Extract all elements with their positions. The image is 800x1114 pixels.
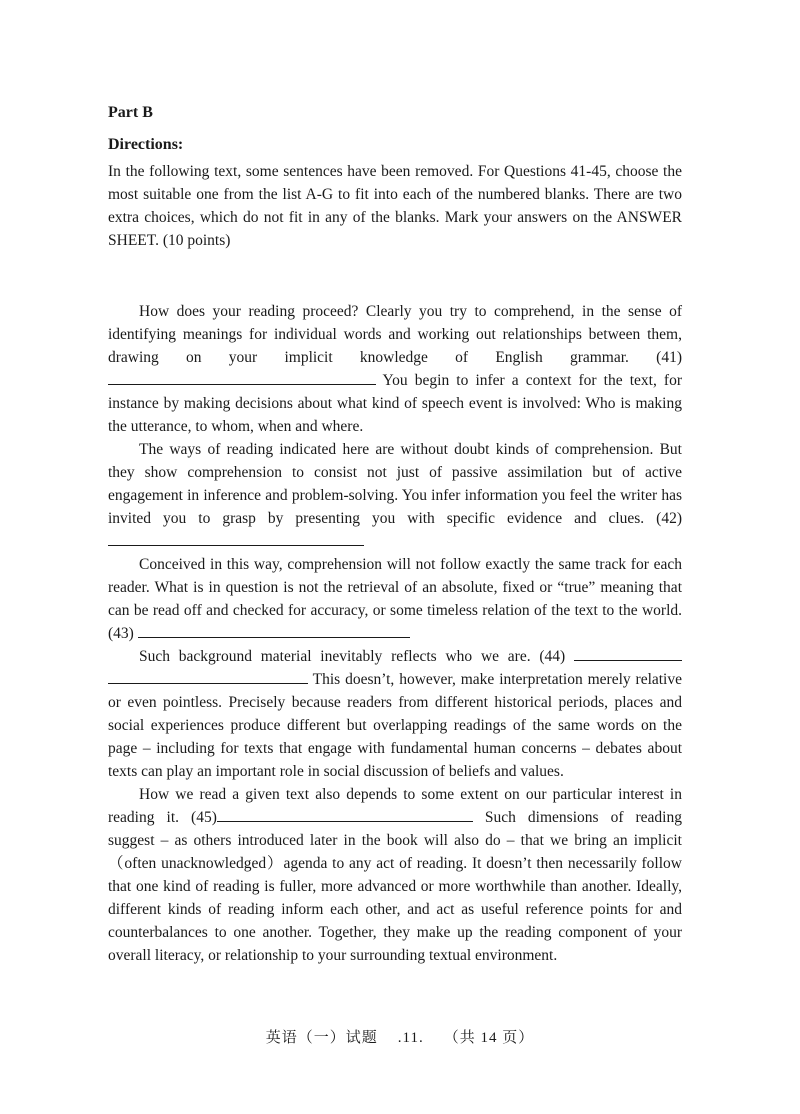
- footer-page-number: .11.: [397, 1030, 424, 1046]
- blank-45: [217, 807, 473, 822]
- blank-44: [574, 646, 682, 661]
- paragraph-5-text-a: How we read a given text also depends to some extent on our particular interest in reading it. (45): [108, 786, 682, 826]
- reading-passage: [108, 300, 682, 967]
- blank-44-continued: [108, 669, 308, 684]
- paragraph-5-text-b: Such dimensions of reading suggest – as others introduced later in the book will also do – that we bring an implicit（often unacknowledged）agenda to any act of reading. It doesn’t then necessarily follow that one kind of reading is fuller, more advanced or more worthwhile than another. Ideally, different kinds of reading inform each other, and act as useful reference points for and counterbalances to one another. Together, they make up the reading component of your overall literacy, or relationship to your surrounding textual environment.: [108, 809, 682, 964]
- paragraph-1-text-a: How does your reading proceed? Clearly you try to comprehend, in the sense of identifying meanings for individual words and working out relationships between them, drawing on your implicit knowledge of English grammar. (41): [108, 303, 682, 366]
- paragraph-4-text-b: This doesn’t, however, make interpretation merely relative or even pointless. Precisely because readers from different historical periods, places and social experiences produce different but overlapping readings of the same words on the page – including for texts that engage with fundamental human concerns – debates about texts can play an important role in social discussion of beliefs and values.: [108, 671, 682, 780]
- paragraph-2-text-a: The ways of reading indicated here are without doubt kinds of comprehension. But they show comprehension to consist not just of passive assimilation but of active engagement in inference and problem-solving. You infer information you feel the writer has invited you to grasp by presenting you with specific evidence and clues. (42): [108, 441, 682, 527]
- paragraph-3: [108, 553, 682, 645]
- part-title: Part B: [108, 104, 153, 121]
- footer-subject: 英语（一）试题: [265, 1030, 378, 1046]
- blank-41: [108, 370, 376, 385]
- page-content: [108, 102, 682, 967]
- blank-42: [108, 531, 364, 546]
- directions-title: Directions:: [108, 136, 184, 153]
- paragraph-1-text-b: You begin to infer a context for the text, for instance by making decisions about what kind of speech event is involved: Who is making the utterance, to whom, when and where.: [108, 372, 682, 435]
- paragraph-2: [108, 438, 682, 553]
- blank-43: [138, 623, 410, 638]
- paragraph-1: [108, 300, 682, 438]
- footer-total-pages: （共 14 页）: [443, 1030, 535, 1046]
- paragraph-4-text-a: Such background material inevitably reflects who we are. (44): [139, 648, 574, 665]
- paragraph-3-text-a: Conceived in this way, comprehension will not follow exactly the same track for each reader. What is in question is not the retrieval of an absolute, fixed or “true” meaning that can be read off and checked for accuracy, or some timeless relation of the text to the world. (43): [108, 556, 682, 642]
- page-footer: [0, 1026, 800, 1047]
- paragraph-4: [108, 645, 682, 783]
- directions-text: In the following text, some sentences have been removed. For Questions 41-45, choose the most suitable one from the list A-G to fit into each of the numbered blanks. There are two extra choices, which do not fit in any of the blanks. Mark your answers on the ANSWER SHEET. (10 points): [108, 163, 682, 249]
- paragraph-5: [108, 783, 682, 967]
